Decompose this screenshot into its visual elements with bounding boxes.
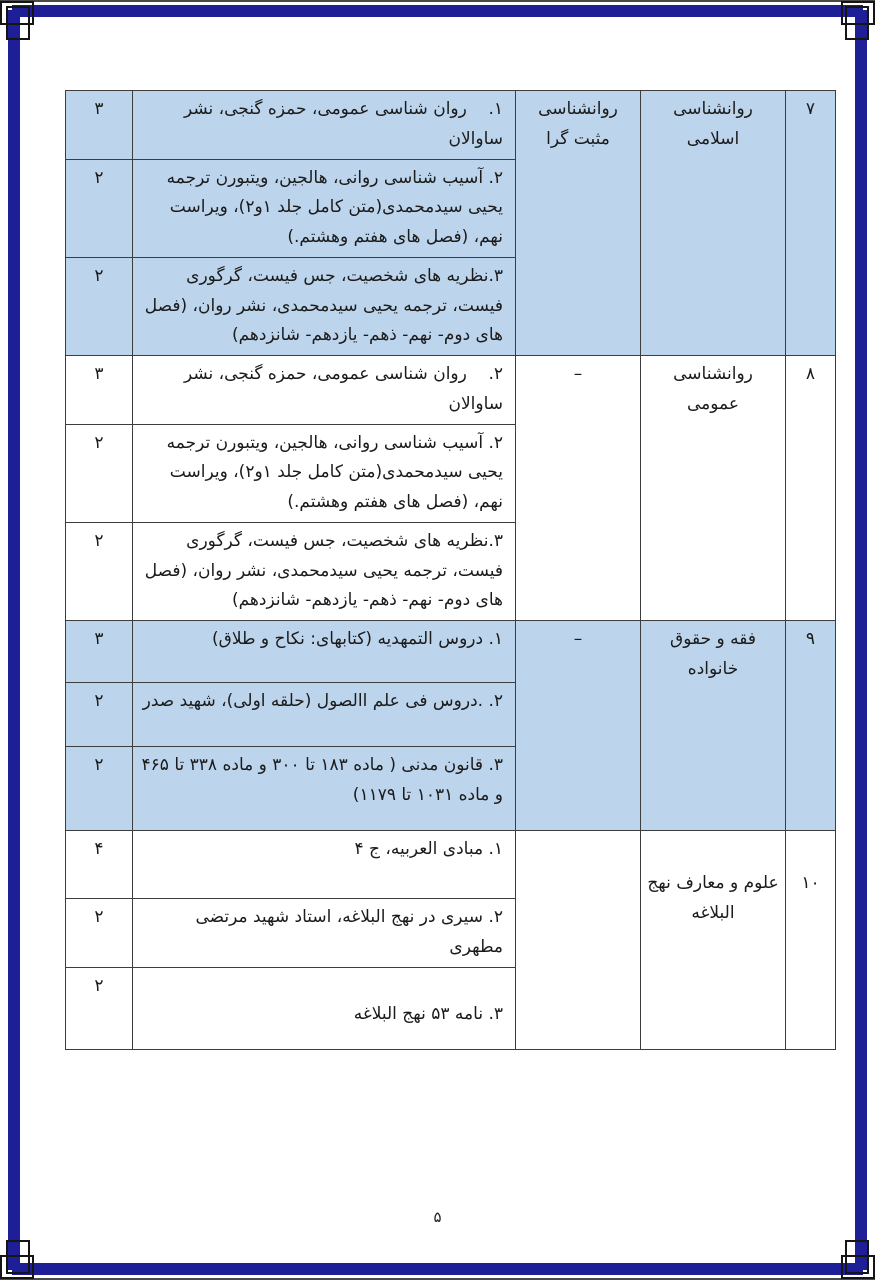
book-title-cell: ۲. روان شناسی عمومی، حمزه گنجی، نشر ساوالان bbox=[133, 356, 516, 425]
field-cell: فقه و حقوق خانواده bbox=[641, 621, 786, 831]
book-title-cell: ۱. روان شناسی عمومی، حمزه گنجی، نشر ساوالان bbox=[133, 91, 516, 160]
table-row-10 bbox=[66, 831, 836, 1050]
score-cell: ۳ bbox=[66, 91, 133, 160]
subfield-cell: روانشناسی مثبت گرا bbox=[516, 91, 641, 356]
table-row-9 bbox=[66, 621, 836, 831]
book-title-cell: ۲. آسیب شناسی روانی، هالجین، ویتبورن ترجمه یحیی سیدمحمدی(متن کامل جلد ۱و۲)، ویراست نهم، (فصل های هفتم وهشتم.) bbox=[133, 424, 516, 522]
row-number-cell: ۹ bbox=[786, 621, 836, 831]
book-title-cell: ۳.نظریه های شخصیت، جس فیست، گرگوری فیست، ترجمه یحیی سیدمحمدی، نشر روان، (فصل های دوم- نهم- ذهم- یازدهم- شانزدهم) bbox=[133, 522, 516, 620]
book-title-cell: ۲. آسیب شناسی روانی، هالجین، ویتبورن ترجمه یحیی سیدمحمدی(متن کامل جلد ۱و۲)، ویراست نهم، (فصل های هفتم وهشتم.) bbox=[133, 159, 516, 257]
table-row-7 bbox=[66, 91, 836, 356]
exam-sources-table bbox=[65, 90, 836, 1050]
page-border-bottom bbox=[12, 1263, 863, 1275]
corner-ornament-bottom-left bbox=[0, 1240, 40, 1280]
score-cell: ۲ bbox=[66, 747, 133, 831]
subfield-cell bbox=[516, 831, 641, 1050]
score-cell: ۳ bbox=[66, 356, 133, 425]
table-row-8 bbox=[66, 356, 836, 621]
subfield-cell: – bbox=[516, 356, 641, 621]
subfield-cell: – bbox=[516, 621, 641, 831]
corner-ornament-top-right bbox=[835, 0, 875, 40]
book-title-cell: ۳. نامه ۵۳ نهج البلاغه bbox=[133, 967, 516, 1049]
corner-ornament-top-left bbox=[0, 0, 40, 40]
score-cell: ۲ bbox=[66, 967, 133, 1049]
score-cell: ۲ bbox=[66, 159, 133, 257]
score-cell: ۲ bbox=[66, 257, 133, 355]
book-title-cell: ۲. .دروس فی علم االصول (حلقه اولی)، شهید صدر bbox=[133, 683, 516, 747]
book-title-cell: ۳. قانون مدنی ( ماده ۱۸۳ تا ۳۰۰ و ماده ۳۳۸ تا ۴۶۵ و ماده ۱۰۳۱ تا ۱۱۷۹) bbox=[133, 747, 516, 831]
page-border-top bbox=[12, 5, 863, 17]
frame-outer-line-top bbox=[0, 0, 875, 2]
score-cell: ۲ bbox=[66, 899, 133, 968]
row-number-cell: ۸ bbox=[786, 356, 836, 621]
score-cell: ۴ bbox=[66, 831, 133, 899]
corner-ornament-bottom-right bbox=[835, 1240, 875, 1280]
page-number: ۵ bbox=[433, 1208, 442, 1226]
book-title-cell: ۳.نظریه های شخصیت، جس فیست، گرگوری فیست، ترجمه یحیی سیدمحمدی، نشر روان، (فصل های دوم- نهم- ذهم- یازدهم- شانزدهم) bbox=[133, 257, 516, 355]
field-cell: روانشناسی عمومی bbox=[641, 356, 786, 621]
page-border-left bbox=[8, 10, 20, 1270]
book-title-cell: ۱. مبادی العربیه، ج ۴ bbox=[133, 831, 516, 899]
row-number-cell: ۱۰ bbox=[786, 831, 836, 1050]
page-border-right bbox=[855, 10, 867, 1270]
score-cell: ۲ bbox=[66, 522, 133, 620]
score-cell: ۳ bbox=[66, 621, 133, 683]
score-cell: ۲ bbox=[66, 683, 133, 747]
book-title-cell: ۲. سیری در نهج البلاغه، استاد شهید مرتضی مطهری bbox=[133, 899, 516, 968]
field-cell: علوم و معارف نهج البلاغه bbox=[641, 831, 786, 1050]
book-title-cell: ۱. دروس التمهدیه (کتابهای: نکاح و طلاق) bbox=[133, 621, 516, 683]
row-number-cell: ۷ bbox=[786, 91, 836, 356]
score-cell: ۲ bbox=[66, 424, 133, 522]
field-cell: روانشناسی اسلامی bbox=[641, 91, 786, 356]
